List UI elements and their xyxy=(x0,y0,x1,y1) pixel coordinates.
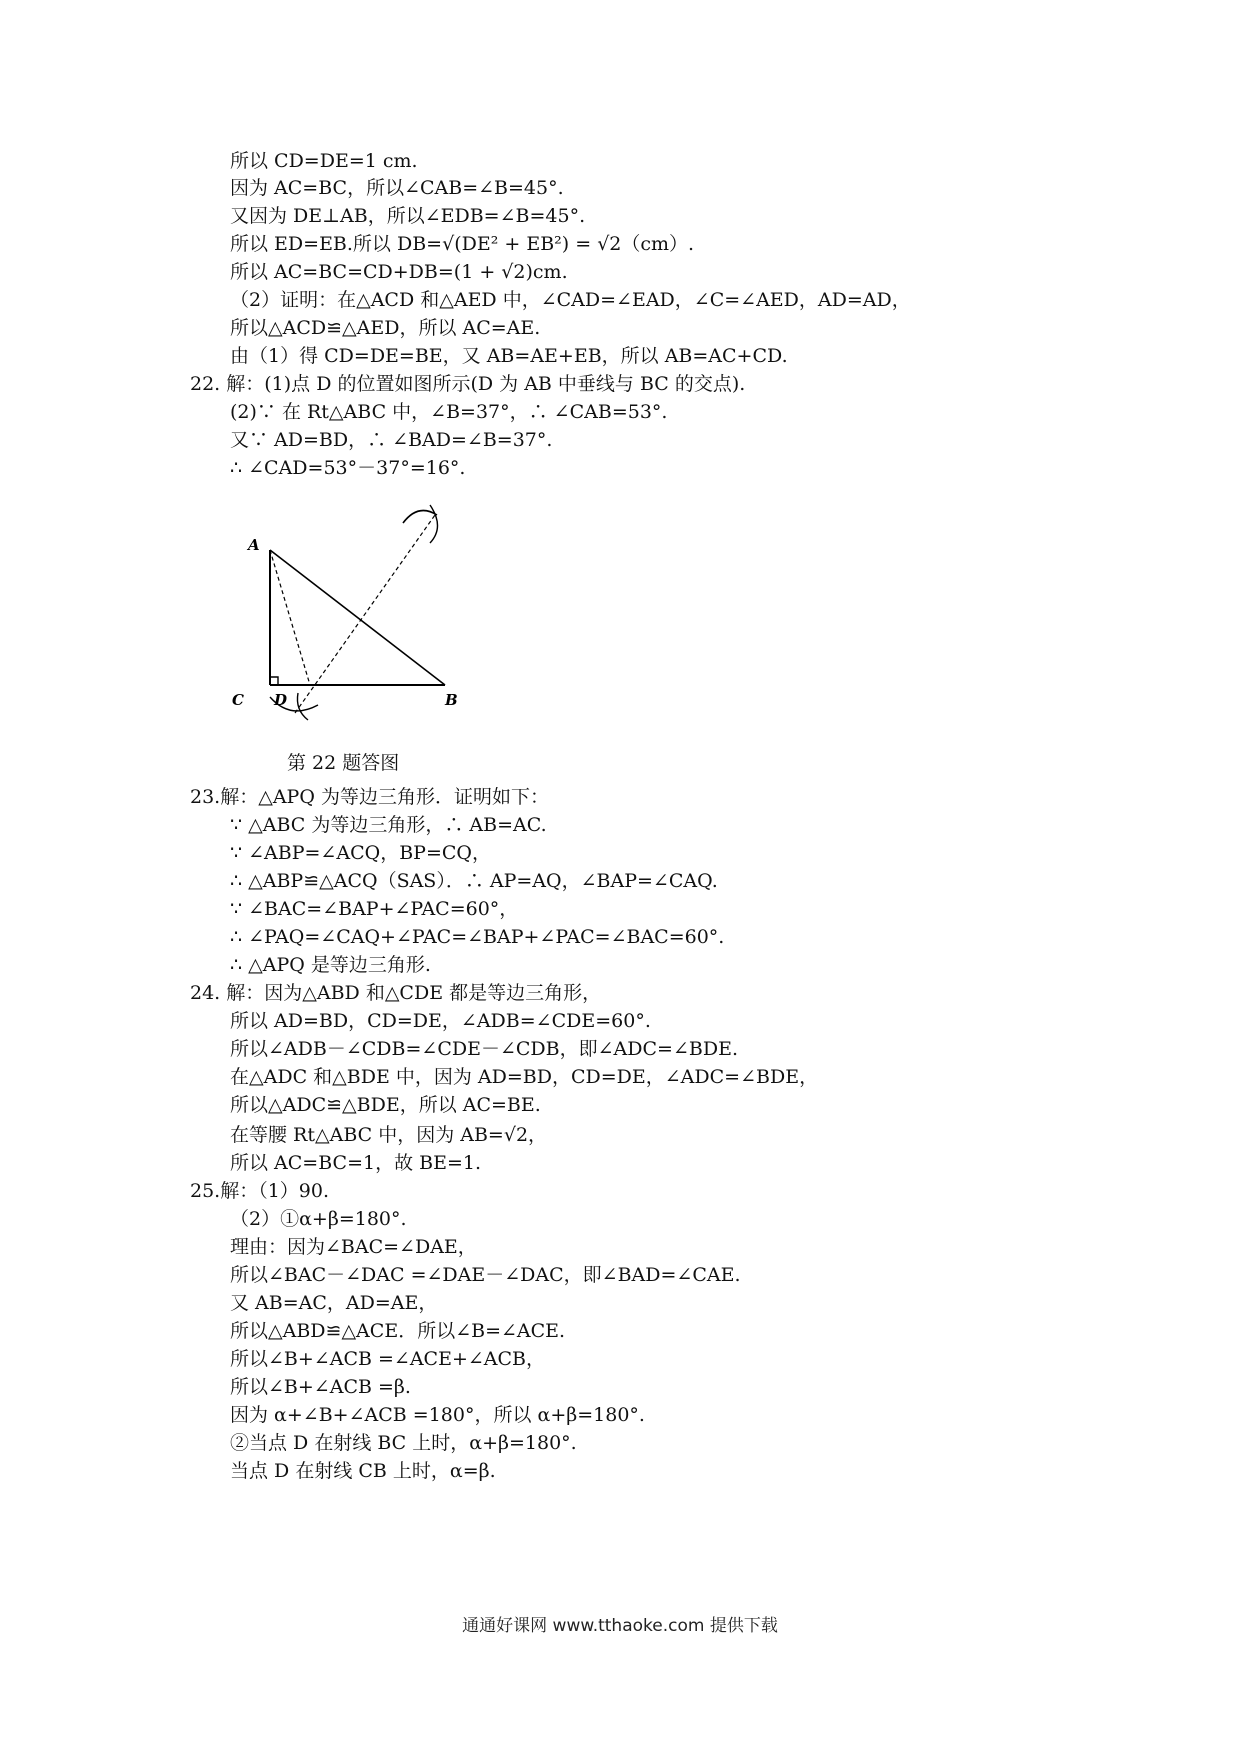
text-line: 在等腰 Rt△ABC 中，因为 AB=√2， xyxy=(230,1124,548,1146)
text-line: 又 AB=AC，AD=AE， xyxy=(230,1292,438,1314)
perpendicular-bisector xyxy=(295,515,435,713)
text-line: 当点 D 在射线 CB 上时，α=β. xyxy=(230,1460,496,1482)
text-line: ∴ △APQ 是等边三角形. xyxy=(230,954,431,976)
text-line: 所以 ED=EB.所以 DB=√(DE² + EB²) = √2（cm）. xyxy=(230,233,695,255)
right-angle-mark xyxy=(270,677,278,685)
question-24-heading: 24. 解：因为△ABD 和△CDE 都是等边三角形， xyxy=(190,982,602,1004)
text-line: 因为 α+∠B+∠ACB =180°，所以 α+β=180°. xyxy=(230,1404,645,1426)
text-line: 所以△ABD≌△ACE．所以∠B=∠ACE. xyxy=(230,1320,566,1342)
text-line: 所以△ADC≌△BDE，所以 AC=BE. xyxy=(230,1094,541,1116)
vertex-label-b: B xyxy=(445,691,458,709)
footer-source: 通通好课网 www.tthaoke.com 提供下载 xyxy=(462,1616,778,1636)
text-line: ∴ △ABP≌△ACQ（SAS）．∴ AP=AQ，∠BAP=∠CAQ. xyxy=(230,870,718,892)
text-line: ∵ △ABC 为等边三角形，∴ AB=AC. xyxy=(230,814,547,836)
construction-arc-bottom-right xyxy=(297,693,308,720)
text-line: 所以∠B+∠ACB =β. xyxy=(230,1376,411,1398)
text-line: （2）①α+β=180°. xyxy=(230,1208,407,1230)
text-line: 由（1）得 CD=DE=BE，又 AB=AE+EB，所以 AB=AC+CD. xyxy=(230,345,788,367)
question-25-heading: 25.解：（1）90. xyxy=(190,1180,330,1202)
vertex-label-a: A xyxy=(248,536,260,554)
text-line: 所以△ACD≌△AED，所以 AC=AE. xyxy=(230,317,541,339)
figure-caption: 第 22 题答图 xyxy=(287,752,400,774)
text-line: ∴ ∠PAQ=∠CAQ+∠PAC=∠BAP+∠PAC=∠BAC=60°. xyxy=(230,926,725,948)
text-line: ∵ ∠ABP=∠ACQ，BP=CQ， xyxy=(230,842,491,864)
text-line: 又因为 DE⊥AB，所以∠EDB=∠B=45°. xyxy=(230,205,586,227)
segment-ab xyxy=(270,550,445,685)
question-22-heading: 22. 解：(1)点 D 的位置如图所示(D 为 AB 中垂线与 BC 的交点). xyxy=(190,373,746,395)
text-line: 所以∠BAC－∠DAC =∠DAE－∠DAC，即∠BAD=∠CAE. xyxy=(230,1264,741,1286)
text-line: ②当点 D 在射线 BC 上时，α+β=180°. xyxy=(230,1432,577,1454)
vertex-label-c: C xyxy=(232,691,244,709)
triangle-construction-figure xyxy=(232,505,470,745)
text-line: (2)∵ 在 Rt△ABC 中，∠B=37°，∴ ∠CAB=53°. xyxy=(230,401,668,423)
text-line: 所以 AC=BC=CD+DB=(1 + √2)cm. xyxy=(230,261,568,283)
segment-ad xyxy=(270,550,310,685)
text-line: ∵ ∠BAC=∠BAP+∠PAC=60°， xyxy=(230,898,519,920)
text-line: 所以 CD=DE=1 cm. xyxy=(230,150,418,172)
text-line: 所以 AD=BD，CD=DE，∠ADB=∠CDE=60°. xyxy=(230,1010,651,1032)
question-23-heading: 23.解：△APQ 为等边三角形．证明如下： xyxy=(190,786,549,808)
text-line: 在△ADC 和△BDE 中，因为 AD=BD，CD=DE，∠ADC=∠BDE， xyxy=(230,1066,819,1088)
vertex-label-d: D xyxy=(274,691,288,709)
text-line: 因为 AC=BC，所以∠CAB=∠B=45°. xyxy=(230,177,564,199)
text-line: ∴ ∠CAD=53°－37°=16°. xyxy=(230,457,466,479)
text-line: 又∵ AD=BD，∴ ∠BAD=∠B=37°. xyxy=(230,429,553,451)
text-line: 所以∠ADB－∠CDB=∠CDE－∠CDB，即∠ADC=∠BDE. xyxy=(230,1038,738,1060)
construction-arc-top xyxy=(403,511,437,524)
text-line: 所以 AC=BC=1，故 BE=1. xyxy=(230,1152,481,1174)
text-line: 所以∠B+∠ACB =∠ACE+∠ACB， xyxy=(230,1348,546,1370)
text-line: （2）证明：在△ACD 和△AED 中，∠CAD=∠EAD，∠C=∠AED，AD=AD， xyxy=(230,289,911,311)
text-line: 理由：因为∠BAC=∠DAE， xyxy=(230,1236,477,1258)
construction-arc-top-right xyxy=(430,505,438,543)
